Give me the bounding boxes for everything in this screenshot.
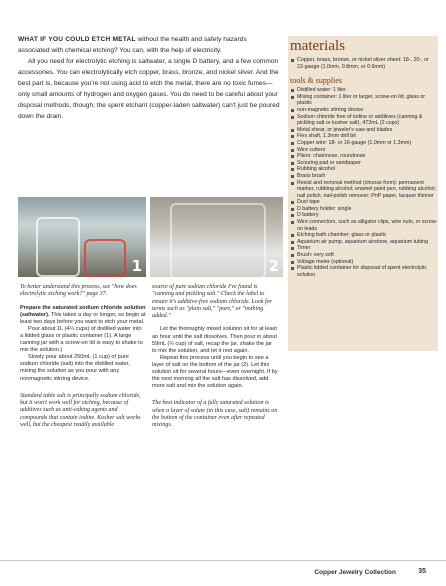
- materials-sidebar: [288, 36, 438, 351]
- step-text: This takes a day or longer, so begin at least two days before you want to etch your metal.: [20, 311, 146, 325]
- body-column-1: [20, 284, 146, 429]
- list-item: Pliers: chainnose, roundnose: [290, 153, 438, 160]
- photo-number-2: 2: [268, 257, 279, 275]
- list-item: Rubbing alcohol: [290, 166, 438, 173]
- list-item: non-magnetic stirring device: [290, 107, 438, 114]
- lead-in-caps: WHAT IF YOU COULD ETCH METAL: [18, 36, 136, 43]
- list-item: Duct tape: [290, 199, 438, 206]
- page-number: 35: [418, 568, 426, 575]
- body-column-2: [152, 284, 278, 430]
- materials-heading: materials: [290, 38, 345, 54]
- footer-divider: [0, 560, 446, 561]
- italic-note: Standard table salt is principally sodium chloride, but it won't work well for etching, because of additives such as anti-caking agents and compounds that contain iodine. Kosher salt works well, but the cheapest readily available: [20, 392, 141, 428]
- materials-list: [288, 57, 438, 70]
- list-item: Etching bath chamber: glass or plastic: [290, 232, 438, 239]
- list-item: Brass brush: [290, 173, 438, 180]
- list-item: Brush: very soft: [290, 252, 438, 259]
- list-item: Scouring pad or sandpaper: [290, 160, 438, 167]
- footer-collection-title: Copper Jewelry Collection: [314, 569, 396, 576]
- list-item: Copper, brass, bronze, or nickel silver sheet: 18-, 20-, or 22-gauge (1.0mm, 0.8mm, or 0.6mm): [290, 57, 438, 70]
- tools-heading: tools & supplies: [290, 76, 343, 86]
- caption-text: source of pure sodium chloride I've found is "canning and pickling salt." Check the label to ensure it's additive-free sodium chloride. Look for terms such as "plain salt," "pure," or "nothing added.": [152, 284, 272, 320]
- list-item: Copper wire: 18- or 16-gauge (1.0mm or 1.3mm): [290, 140, 438, 147]
- list-item: Plastic lidded container for disposal of spent electrolytic solution: [290, 265, 438, 278]
- list-item: Metal shear, or jeweler's saw and blades: [290, 127, 438, 134]
- body-paragraph: Pour about 1L (4¼ cups) of distilled water into a lidded glass or plastic container (1). A large canning jar with a screw-on lid is easy to shake to mix the solution.): [20, 325, 143, 354]
- list-item: D battery: [290, 212, 438, 219]
- list-item: D battery holder: single: [290, 206, 438, 213]
- lead-in-rest: without the health and safety hazards associated with chemical etching? You can, with the help of electricity.: [18, 36, 247, 54]
- list-item: Resist and removal method (choose from): permanent marker, rubbing alcohol; enamel paint pen, rubbing alcohol; nail polish, nail-polish remover; PnP paper, lacquer thinner: [290, 180, 438, 200]
- intro-paragraph-1: [18, 34, 280, 56]
- list-item: Voltage meter (optional): [290, 259, 438, 266]
- list-item: Distilled water: 1 liter: [290, 87, 438, 94]
- body-paragraph: Slowly pour about 250mL (1 cup) of pure sodium chloride (salt) into the distilled water, mixing the solution as you pour with any nonmagnetic stirring device.: [20, 354, 130, 382]
- list-item: Flex shaft, 1.3mm drill bit: [290, 133, 438, 140]
- body-paragraph: Repeat this process until you begin to see a layer of salt on the bottom of the jar (2). Let this solution sit for several hours—even overnight. If by the next morning all the salt has dissolved, add more salt and mix the solution again.: [152, 354, 278, 390]
- intro-text: [18, 34, 280, 122]
- photo-number-1: 1: [131, 257, 142, 275]
- photo-jar-water: [18, 197, 146, 277]
- list-item: Wire connectors, such as alligator clips, wire nuts, or screw-on leads: [290, 219, 438, 232]
- list-item: Aquarium air pump, aquarium airstone, aquarium tubing: [290, 239, 438, 246]
- tools-list: [288, 87, 438, 278]
- list-item: Mixing container: 1 liter or larger, screw-on lid, glass or plastic: [290, 94, 438, 107]
- list-item: Timer: [290, 245, 438, 252]
- body-paragraph: Let the thoroughly mixed solution sit for at least an hour until the salt dissolves. Then pour in about 59mL (¼ cup) of salt, recap the jar, shake the jar to mix the solution, and let it rest again.: [152, 326, 277, 354]
- photo-salt-layer: [150, 197, 283, 277]
- list-item: Wire cutters: [290, 147, 438, 154]
- intro-paragraph-2: All you need for electrolytic etching is saltwater, a single D battery, and a few common accessories. You can electrolytically etch copper, brass, bronze, and nickel silver. And the best part is, because you're not using acid to etch the metal, there are no toxic fumes—only small amounts of hydrogen and oxygen gases. You do need to be careful about your disposal methods, though; the spent etchant (copper-laden saltwater) can't just be poured down the drain.: [18, 58, 280, 120]
- step-paragraph: [20, 305, 146, 326]
- italic-note: The best indicator of a fully saturated solution is when a layer of solute (in this case, salt) remains on the bottom of the container even after repeated mixings.: [152, 400, 278, 429]
- caption-text: To better understand this process, see "how does electrolytic etching work?" page 37.: [20, 284, 137, 298]
- list-item: Sodium chloride free of iodine or additives (canning & pickling salt or kosher salt), 473mL (2 cups): [290, 114, 438, 127]
- step-heading: Prepare the saturated sodium chloride solution (saltwater).: [20, 304, 146, 318]
